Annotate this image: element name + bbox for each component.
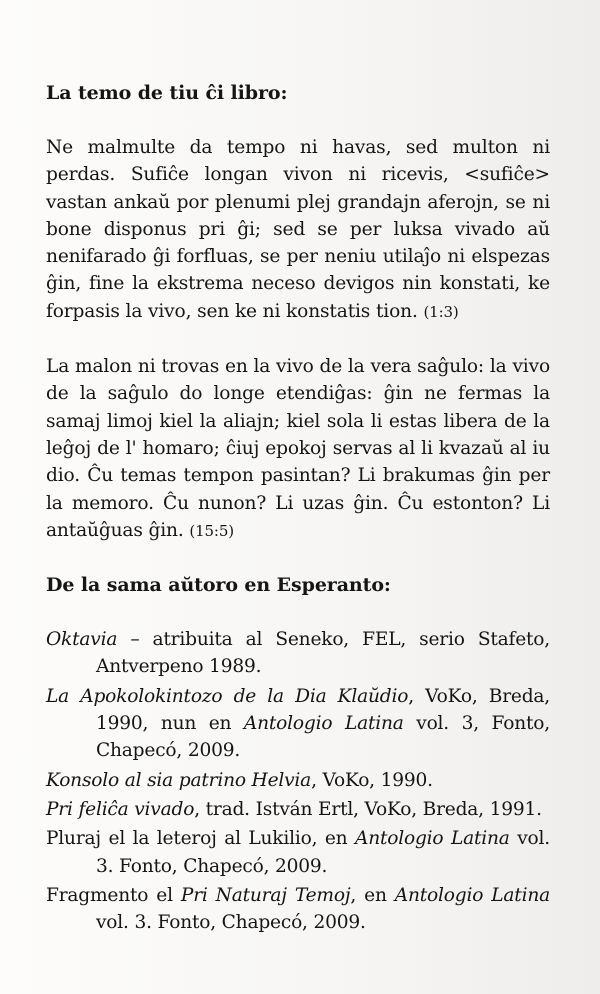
work-details: , trad. István Ertl, VoKo, Breda, 1991. (194, 798, 542, 820)
anthology-title: Antologio Latina (394, 884, 550, 906)
work-details: , VoKo, 1990. (311, 769, 433, 791)
quote-text-1: Ne malmulte da tempo ni havas, sed multon ni perdas. Sufiĉe longan vivon ni ricevis, <sufiĉe> vastan ankaŭ por plenumi plej grandajn aferojn, se ni bone disponus pri ĝi; sed se per luksa vivado aŭ nenifarado ĝi forfluas, se per neniu utilaĵo ni elspezas ĝin, fine la ekstrema neceso devigos nin konstati, ke forpasis la vivo, sen ke ni konstatis tion. (46, 137, 550, 322)
work-title: Konsolo al sia patrino Helvia (46, 769, 312, 791)
bibliography-item (46, 825, 550, 880)
work-title-plain: Pluraj el la leteroj al Lukilio, en (46, 828, 355, 850)
bibliography-item (46, 626, 550, 681)
work-title: Pri feliĉa vivado (46, 798, 195, 820)
work-details: vol. 3. Fonto, Chapecó, 2009. (96, 828, 550, 877)
work-details: , VoKo, Breda, 1990, nun en (96, 685, 551, 735)
section-heading-theme: La temo de tiu ĉi libro: (46, 82, 288, 104)
bibliography-item (46, 767, 550, 794)
bibliography-item (46, 683, 550, 765)
section-heading-bibliography: De la sama aŭtoro en Esperanto: (46, 574, 391, 597)
work-details: vol. 3. Fonto, Chapecó, 2009. (96, 912, 366, 934)
work-details: vol. 3, Fonto, Chapecó, 2009. (96, 713, 550, 762)
work-title: Oktavia (46, 629, 118, 651)
work-details: , en (350, 884, 395, 906)
work-title: La Apokolokintozo de la Dia Klaŭdio (46, 685, 409, 707)
work-title-plain: Fragmento el (46, 884, 181, 906)
quote-reference-2: (15:5) (189, 521, 234, 540)
quote-reference-1: (1:3) (423, 302, 459, 321)
quote-paragraph-2 (46, 353, 550, 545)
work-title: Pri Naturaj Temoj (180, 884, 351, 906)
anthology-title: Antologio Latina (354, 828, 510, 850)
quote-paragraph-1 (46, 134, 550, 326)
bibliography-list (46, 626, 550, 936)
anthology-title: Antologio Latina (243, 713, 404, 735)
work-details: – atribuita al Seneko, FEL, serio Stafeto, Antverpeno 1989. (96, 629, 550, 678)
bibliography-item (46, 882, 550, 937)
page-content (46, 80, 550, 938)
bibliography-item (46, 796, 550, 823)
quote-text-2: La malon ni trovas en la vivo de la vera saĝulo: la vivo de la saĝulo do longe etendiĝas: ĝin ne fermas la samaj limoj kiel la aliajn; kiel sola li estas libera de la leĝoj de l' homaro; ĉiuj epokoj servas al li kvazaŭ al iu dio. Ĉu temas tempon pasintan? Li brakumas ĝin per la memoro. Ĉu nunon? Li uzas ĝin. Ĉu estonton? Li antaŭĝuas ĝin. (46, 356, 550, 541)
